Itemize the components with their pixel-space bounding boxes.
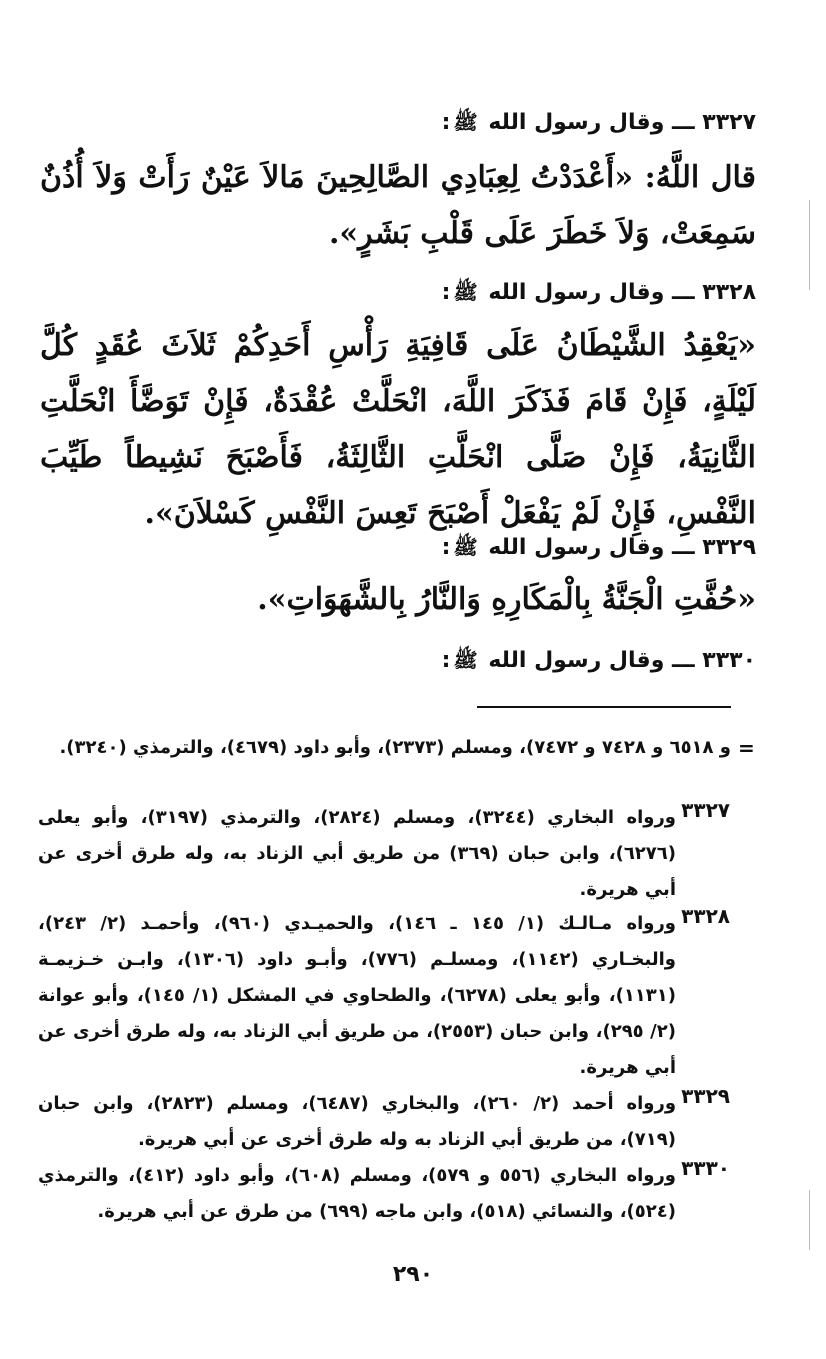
hadith-number: ٣٣٢٩ (702, 535, 756, 560)
footnote-text: ورواه مـالـك (١/ ١٤٥ ـ ١٤٦)، والحميـدي (٩٦٠)، وأحمـد (٢/ ٢٤٣)، والبخـاري (١١٤٢)، ومسلـم (٧٧٦)، وأبـو داود (١٣٠٦)، وابـن خـزيمـة (١١٣١)، وأبو يعلى (٦٢٧٨)، والطحاوي في المشكل (١/ ١٤٥)، وأبو عوانة (٢/ ٢٩٥)، وابن حبان (٢٥٥٣)، من طريق أبي الزناد به، وله طرق أخرى عن أبي هريرة. (38, 913, 676, 1078)
honorific-glyph: ﷺ (453, 110, 478, 134)
scan-edge-mark (809, 200, 810, 290)
footnote-number: ٣٣٣٠ (681, 1156, 730, 1180)
hadith-colon: : (441, 648, 451, 673)
hadith-text: قال اللَّهُ: «أَعْدَدْتُ لِعِبَادِي الصَّالِحِينَ مَالاَ عَيْنٌ رَأَتْ وَلاَ أُذُنٌ سَمِعَتْ، وَلاَ خَطَرَ عَلَى قَلْبِ بَشَرٍ». (40, 160, 756, 251)
hadith-dash: ـــ (672, 648, 695, 673)
footnote-divider (477, 706, 731, 708)
hadith-intro: وقال رسول الله (488, 280, 665, 305)
footnote-number: ٣٣٢٨ (681, 904, 730, 928)
footnote-text: ورواه أحمد (٢/ ٢٦٠)، والبخاري (٦٤٨٧)، ومسلم (٢٨٢٣)، وابن حبان (٧١٩)، من طريق أبي الزناد به وله طرق أخرى عن أبي هريرة. (38, 1093, 677, 1150)
hadith-text: «يَعْقِدُ الشَّيْطَانُ عَلَى قَافِيَةِ رَأْسِ أَحَدِكُمْ ثَلاَثَ عُقَدٍ كُلَّ لَيْلَةٍ، فَإِنْ قَامَ فَذَكَرَ اللَّهَ، انْحَلَّتْ عُقْدَةٌ، فَإِنْ تَوَضَّأَ انْحَلَّتِ الثَّانِيَةُ، فَإِنْ صَلَّى انْحَلَّتِ الثَّالِثَةُ، فَأَصْبَحَ نَشِيطاً طَيِّبَ النَّفْسِ، فَإِنْ لَمْ يَفْعَلْ أَصْبَحَ تَعِسَ النَّفْسِ كَسْلاَنَ». (40, 328, 756, 531)
footnote-text: ورواه البخاري (٣٢٤٤)، ومسلم (٢٨٢٤)، والترمذي (٣١٩٧)، وأبو يعلى (٦٢٧٦)، وابن حبان (٣٦٩) من طريق أبي الزناد به، وله طرق أخرى عن أبي هريرة. (38, 807, 676, 900)
hadith-number: ٣٣٢٨ (702, 280, 756, 305)
footnote-number: ٣٣٢٩ (681, 1084, 730, 1108)
hadith-colon: : (441, 280, 451, 305)
hadith-colon: : (441, 535, 451, 560)
hadith-text: «حُفَّتِ الْجَنَّةُ بِالْمَكَارِهِ وَالنَّارُ بِالشَّهَوَاتِ». (257, 582, 756, 617)
hadith-header (196, 648, 756, 677)
hadith-dash: ـــ (672, 280, 695, 305)
hadith-header (196, 535, 756, 564)
footnote-continuation: و ٦٥١٨ و ٧٤٢٨ و ٧٤٧٢)، ومسلم (٢٣٧٣)، وأبو داود (٤٦٧٩)، والترمذي (٣٢٤٠). (59, 737, 731, 758)
footnote-number: ٣٣٢٧ (681, 798, 730, 822)
hadith-colon: : (441, 110, 451, 135)
continuation-mark: = (738, 736, 755, 760)
hadith-intro: وقال رسول الله (488, 535, 665, 560)
honorific-glyph: ﷺ (453, 648, 478, 672)
footnote-text: ورواه البخاري (٥٥٦ و ٥٧٩)، ومسلم (٦٠٨)، وأبو داود (٤١٢)، والترمذي (٥٢٤)، والنسائي (٥١٨)، وابن ماجه (٦٩٩) من طرق عن أبي هريرة. (38, 1165, 676, 1222)
hadith-number: ٣٣٢٧ (702, 110, 756, 135)
scan-edge-mark (809, 1190, 810, 1250)
honorific-glyph: ﷺ (453, 280, 478, 304)
honorific-glyph: ﷺ (453, 535, 478, 559)
hadith-intro: وقال رسول الله (488, 110, 665, 135)
hadith-number: ٣٣٣٠ (702, 648, 756, 673)
hadith-intro: وقال رسول الله (488, 648, 665, 673)
hadith-dash: ـــ (672, 110, 695, 135)
hadith-header (196, 280, 756, 309)
page-number: ٢٩٠ (392, 1262, 434, 1287)
hadith-header (196, 110, 756, 139)
hadith-dash: ـــ (672, 535, 695, 560)
